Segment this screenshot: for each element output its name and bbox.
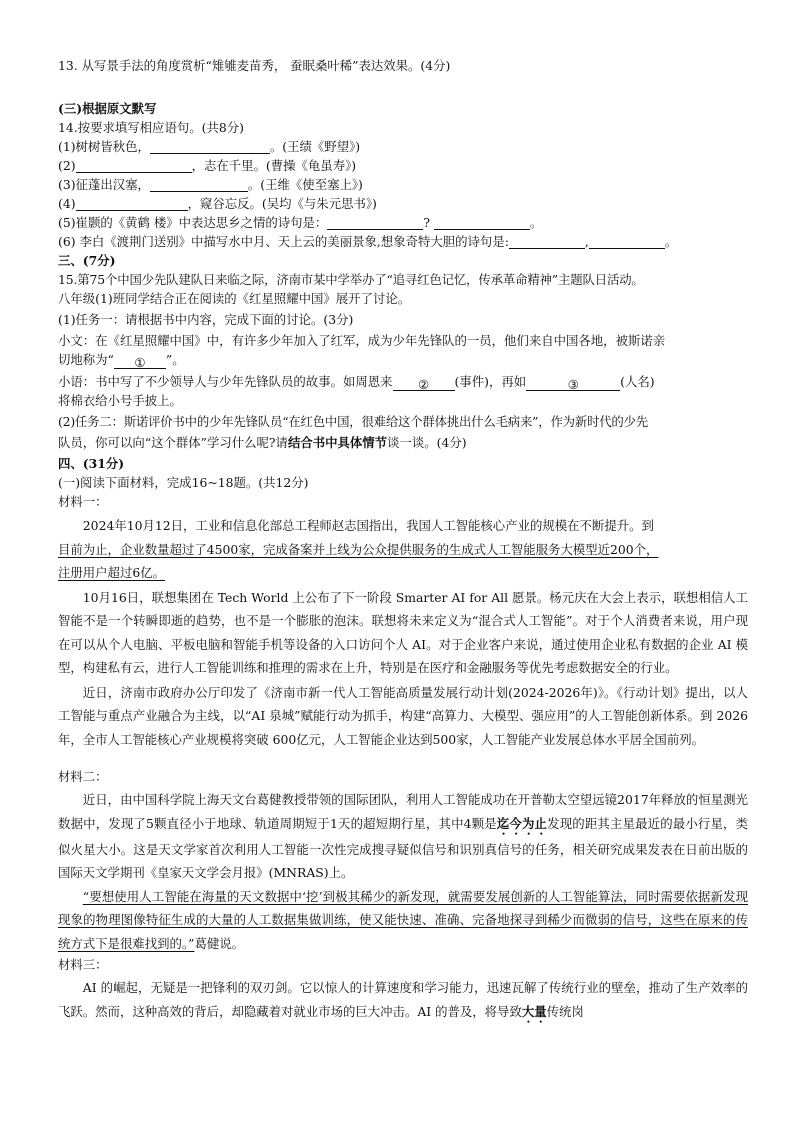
section-4-title: 四、(31分) (58, 456, 125, 471)
q15-task-2-line-2: 队员，你可以向“这个群体”学习什么呢?请结合书中具体情节谈一谈。(4分) (58, 435, 467, 450)
q14-item-1: (1)树树皆秋色， 。(王绩《野望》) (58, 139, 361, 154)
q14-item-4: (4) ，窥谷忘反。(吴均《与朱元思书》) (58, 196, 377, 211)
material-2-paragraph-2: “要想使用人工智能在海量的天文数据中‘挖’到极其稀少的新发现，就需要发展创新的人工智能算法，同时需要依据新发现现象的物理图像特征生成的大量的人工数据集做训练，使又能快速、准确、完备地探寻到稀少而微弱的信号，这些在原来的传统方式下是很难找到的。”葛健说。 (58, 888, 748, 951)
question-14-intro: 14.按要求填写相应语句。(共8分) (58, 120, 244, 135)
answer-blank[interactable] (589, 234, 665, 249)
question-15-line-2: 八年级(1)班同学结合正在阅读的《红星照耀中国》展开了讨论。 (58, 291, 411, 306)
q15-task-1: (1)任务一：请根据书中内容，完成下面的讨论。(3分) (58, 312, 354, 327)
exam-page (58, 56, 748, 1026)
question-15-line-1: 15.第75个中国少先队建队日来临之际，济南市某中学举办了“追寻红色记忆，传承革命精神”主题队日活动。 (58, 272, 644, 287)
answer-blank[interactable] (76, 158, 192, 173)
answer-blank[interactable] (509, 234, 585, 249)
q15-task-2-line-1: (2)任务二：斯诺评价书中的少年先锋队员“在红色中国，很难给这个群体挑出什么毛病来”，作为新时代的少先 (58, 414, 648, 429)
answer-blank[interactable] (434, 215, 530, 230)
answer-blank[interactable] (76, 196, 188, 211)
section-3-heading: (三)根据原文默写 (58, 101, 157, 116)
material-2-label: 材料二： (58, 769, 108, 784)
material-1-paragraph-3: 近日，济南市政府办公厅印发了《济南市新一代人工智能高质量发展行动计划(2024-2026年)》。《行动计划》提出，以人工智能与重点产业融合为主线，以“AI 泉城”赋能行动为抓手，构建“高算力、大模型、强应用”的人工智能创新体系。到 2026 年，全市人工智能核心产业规模将突破 600亿元，人工智能企业达到500家，人工智能产业发展总体水平居全国前列。 (58, 684, 748, 747)
answer-blank-3[interactable]: ③ (526, 375, 620, 391)
q15-xiaowen-line-2: 切地称为“ ① ”。 (58, 352, 185, 370)
material-2-paragraph-1: 近日，由中国科学院上海天文台葛健教授带领的国际团队，利用人工智能成功在开普勒太空望远镜2017年释放的恒星测光数据中，发现了5颗直径小于地球、轨道周期短于1天的超短期行星，其中4颗是迄今为止发现的距其主星最近的最小行星，类似火星大小。这是天文学家首次利用人工智能一次性完成搜寻疑似信号和识别真信号的任务，相关研究成果发表在日前出版的国际天文学期刊《皇家天文学会月报》(MNRAS)上。 (58, 792, 749, 880)
material-1-label: 材料一： (58, 494, 108, 509)
q15-xiaowen-line-1: 小文：在《红星照耀中国》中，有许多少年加入了红军，成为少年先锋队的一员，他们来自中国各地，被斯诺亲 (58, 333, 666, 348)
answer-blank[interactable] (150, 139, 270, 154)
material-3-paragraph-1: AI 的崛起，无疑是一把锋利的双刃剑。它以惊人的计算速度和学习能力，迅速瓦解了传统行业的壁垒，推动了生产效率的飞跃。然而，这种高效的背后，却隐藏着对就业市场的巨大冲击。AI 的普及，将导致大量传统岗 (58, 980, 748, 1019)
answer-blank-2[interactable]: ② (393, 375, 455, 391)
section-3-title: 三、(7分) (58, 253, 116, 268)
dotted-emphasis: 大量 (521, 1003, 547, 1019)
q14-item-2: (2) ，志在千里。(曹操《龟虽寿》) (58, 158, 357, 173)
material-1-paragraph-2: 10月16日，联想集团在 Tech World 上公布了下一阶段 Smarter AI for All 愿景。杨元庆在大会上表示，联想相信人工智能不是一个转瞬即逝的趋势，也不是一个膨胀的泡沫。联想将未来定义为“混合式人工智能”。对于个人消费者来说，用户现在可以从个人电脑、平板电脑和智能手机等设备的入口访问个人 AI。对于企业客户来说，通过使用企业私有数据的企业 AI 模型，构建私有云，进行人工智能训练和推理的需求在上升，特别是在医疗和金融服务等优先考虑数据安全的行业。 (58, 589, 748, 675)
q15-xiaoyu-line-2: 将棉衣给小号手披上。 (58, 393, 182, 408)
emphasis-text: 结合书中具体情节 (287, 435, 388, 450)
dotted-emphasis: 迄今为止 (496, 815, 548, 831)
answer-blank[interactable] (327, 215, 423, 230)
question-13: 13. 从写景手法的角度赏析“雉雊麦苗秀， 蚕眠桑叶稀”表达效果。(4分) (58, 58, 451, 73)
material-3-label: 材料三： (58, 957, 108, 972)
q15-xiaoyu-line-1: 小语：书中写了不少领导人与少年先锋队员的故事。如周恩来 ② (事件)，再如 ③ (人名) (58, 374, 655, 392)
answer-blank-1[interactable]: ① (114, 353, 166, 369)
q14-item-5: (5)崔颢的《黄鹤 楼》中表达思乡之情的诗句是： ? 。 (58, 215, 543, 230)
q14-item-3: (3)征蓬出汉塞， 。(王维《使至塞上》) (58, 177, 363, 192)
answer-blank[interactable] (150, 177, 248, 192)
material-1-paragraph-1: 2024年10月12日，工业和信息化部总工程师赵志国指出，我国人工智能核心产业的规模在不断提升。到 目前为止，企业数量超过了4500家，完成备案并上线为公众提供服务的生成式人工智能服务大模型近200个， 注册用户超过6亿。 (58, 518, 659, 580)
q14-item-6: (6) 李白《渡荆门送别》中描写水中月、天上云的美丽景象,想象奇特大胆的诗句是: , 。 (58, 234, 678, 249)
reading-1-intro: (一)阅读下面材料，完成16~18题。(共12分) (58, 475, 309, 490)
